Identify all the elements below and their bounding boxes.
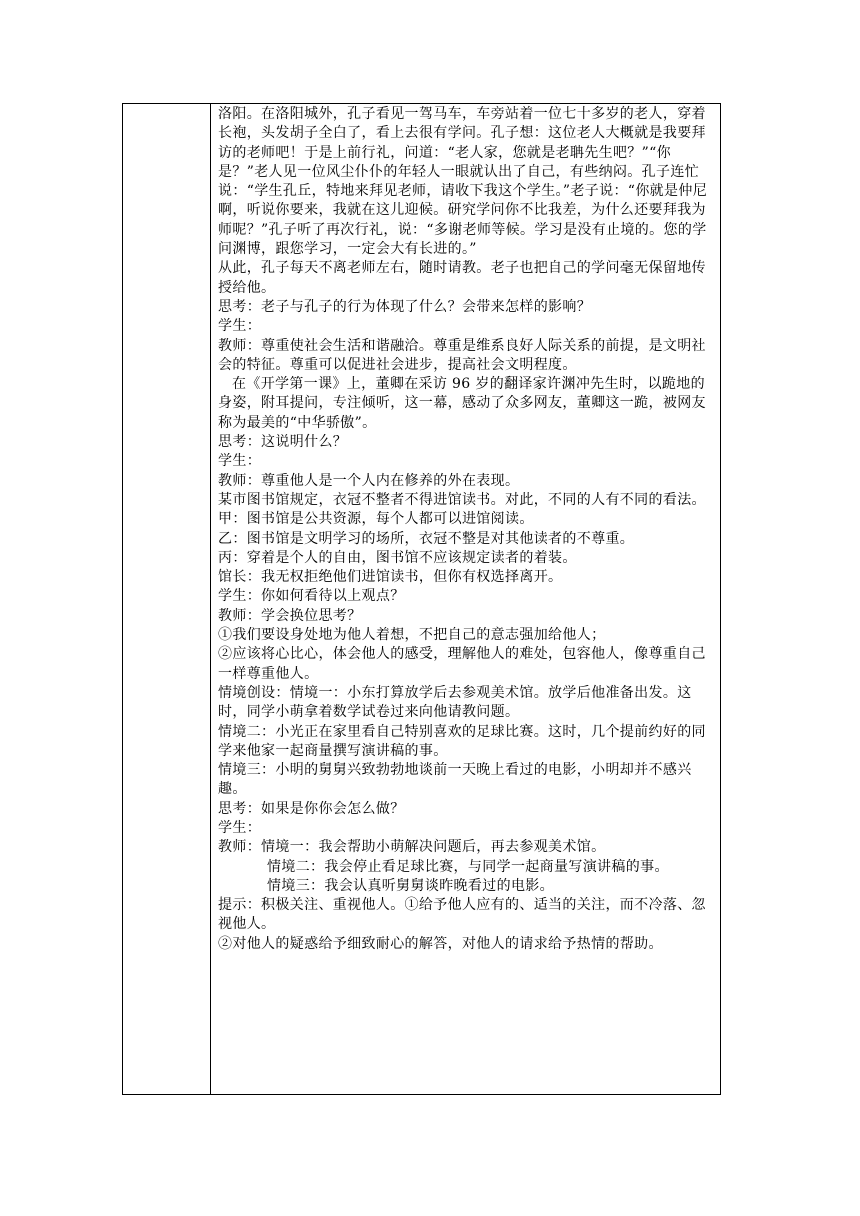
paragraph: 学生： (218, 318, 262, 335)
paragraph: ②应该将心比心，体会他人的感受，理解他人的难处，包容他人，像尊重自己一样尊重他人。 (218, 646, 706, 682)
paragraph: 情境二：我会停止看足球比赛，与同学一起商量写演讲稿的事。 (267, 858, 669, 875)
paragraph: 乙：图书馆是文明学习的场所，衣冠不整是对其他读者的不尊重。 (218, 530, 635, 547)
content-cell (218, 105, 718, 954)
paragraph: 提示：积极关注、重视他人。①给予他人应有的、适当的关注，而不冷落、忽视他人。 (218, 897, 706, 933)
paragraph: 思考：如果是你你会怎么做？ (218, 800, 405, 817)
paragraph: 教师：情境一：我会帮助小萌解决问题后，再去参观美术馆。 (218, 839, 606, 856)
paragraph: 情境三：我会认真听舅舅谈昨晚看过的电影。 (267, 877, 554, 894)
paragraph: 情境三：小明的舅舅兴致勃勃地谈前一天晚上看过的电影，小明却并不感兴趣。 (218, 762, 692, 798)
lesson-table (122, 103, 721, 1095)
paragraph: ①我们要设身处地为他人着想，不把自己的意志强加给他人； (218, 627, 606, 644)
paragraph: 馆长：我无权拒绝他们进馆读书，但你有权选择离开。 (218, 569, 563, 586)
paragraph: 从此，孔子每天不离老师左右，随时请教。老子也把自己的学问毫无保留地传授给他。 (218, 260, 706, 296)
paragraph: 学生： (218, 453, 262, 470)
paragraph: 学生：你如何看待以上观点？ (218, 588, 405, 605)
paragraph: 思考：这说明什么？ (218, 434, 348, 451)
paragraph: 教师：学会换位思考？ (218, 607, 362, 624)
paragraph: 甲：图书馆是公共资源，每个人都可以进馆阅读。 (218, 511, 534, 528)
paragraph: 思考：老子与孔子的行为体现了什么？会带来怎样的影响？ (218, 298, 592, 315)
paragraph: 教师：尊重他人是一个人内在修养的外在表现。 (218, 472, 520, 489)
paragraph: 某市图书馆规定，衣冠不整者不得进馆读书。对此，不同的人有不同的看法。 (218, 491, 706, 508)
paragraph: 情境二：小光正在家里看自己特别喜欢的足球比赛。这时，几个提前约好的同学来他家一起商量撰写演讲稿的事。 (218, 723, 706, 759)
paragraph: 丙：穿着是个人的自由，图书馆不应该规定读者的着装。 (218, 549, 577, 566)
paragraph: 学生： (218, 819, 262, 836)
paragraph: 情境创设：情境一：小东打算放学后去参观美术馆。放学后他准备出发。这时，同学小萌拿着数学试卷过来向他请教问题。 (218, 684, 692, 721)
paragraph: ②对他人的疑惑给予细致耐心的解答，对他人的请求给予热情的帮助。 (218, 935, 663, 952)
left-column-cell (123, 104, 211, 1094)
paragraph: 教师：尊重使社会生活和谐融洽。尊重是维系良好人际关系的前提，是文明社会的特征。尊重可以促进社会进步，提高社会文明程度。 (218, 337, 706, 373)
paragraph: 在《开学第一课》上，董卿在采访 96 岁的翻译家许渊冲先生时，以跪地的身姿，附耳提问，专注倾听，这一幕，感动了众多网友，董卿这一跪，被网友称为最美的“中华骄傲”。 (218, 376, 706, 431)
paragraph: 洛阳。在洛阳城外，孔子看见一驾马车，车旁站着一位七十多岁的老人，穿着长袍，头发胡子全白了，看上去很有学问。孔子想：这位老人大概就是我要拜访的老师吧！于是上前行礼，问道：“老人家，您就是老聃先生吧？”“你是？”老人见一位风尘仆仆的年轻人一眼就认出了自己，有些纳闷。孔子连忙说：“学生孔丘，特地来拜见老师，请收下我这个学生。”老子说：“你就是仲尼啊，听说你要来，我就在这儿迎候。研究学问你不比我差，为什么还要拜我为师呢？”孔子听了再次行礼，说：“多谢老师等候。学习是没有止境的。您的学问渊博，跟您学习，一定会大有长进的。” (218, 106, 708, 258)
